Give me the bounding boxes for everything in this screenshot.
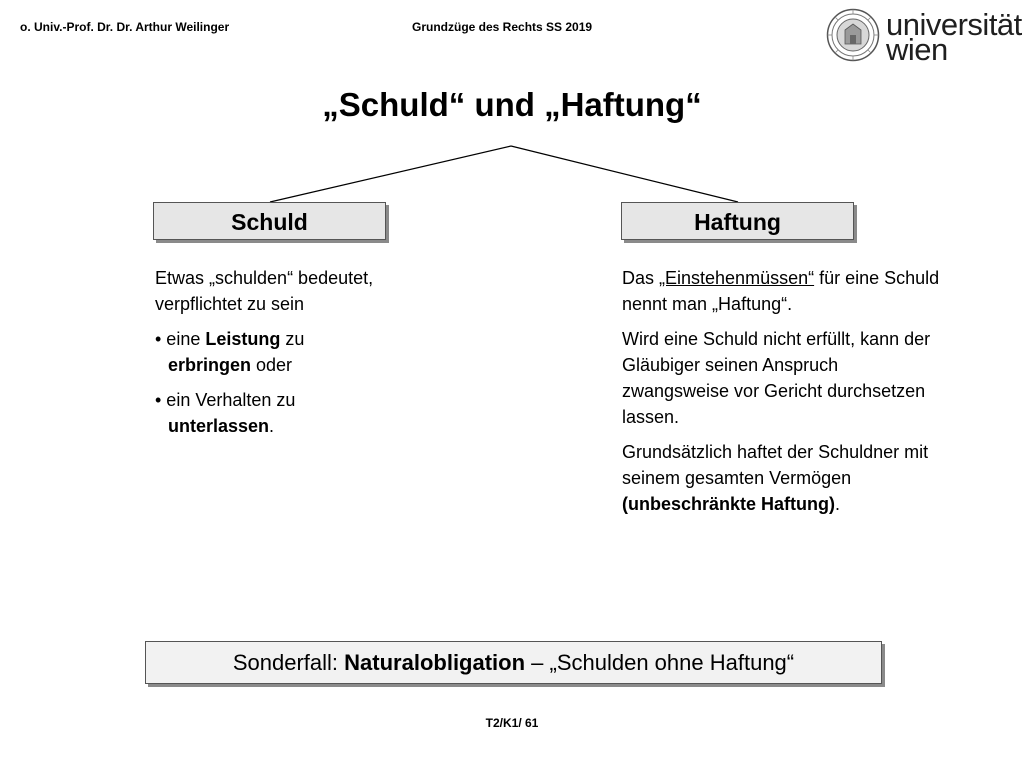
bullet1-prefix: • eine	[155, 329, 206, 349]
special-prefix: Sonderfall:	[232, 650, 345, 675]
bullet1-suffix: oder	[251, 355, 293, 375]
special-bold: Naturalobligation	[344, 650, 526, 675]
page-number-footer: T2/K1/ 61	[485, 716, 539, 730]
bullet2-bold-unterlassen: unterlassen	[168, 416, 270, 436]
logo-word-wien: wien	[886, 32, 948, 67]
haftung-paragraph-3	[622, 439, 942, 517]
connector-line-left	[270, 146, 511, 202]
schuld-intro: Etwas „schulden“ bedeutet, verpflichtet zu sein	[155, 268, 374, 314]
bullet2-prefix: • ein Verhalten zu	[155, 390, 296, 410]
haftung-description	[622, 265, 942, 517]
bullet2-suffix: .	[269, 416, 275, 436]
haftung-paragraph-2: Wird eine Schuld nicht erfüllt, kann der Gläubiger seinen Anspruch zwangsweise vor Gericht durchsetzen lassen.	[622, 329, 931, 427]
university-logo	[826, 7, 1022, 67]
connector-line-right	[511, 146, 738, 202]
page-title: „Schuld“ und „Haftung“	[322, 86, 702, 123]
naturalobligation-box	[145, 641, 882, 684]
special-suffix: – „Schulden ohne Haftung“	[525, 650, 795, 675]
haftung-label-box: Haftung	[621, 202, 854, 240]
haftung-p3-prefix: Grundsätzlich haftet der Schuldner mit seinem gesamten Vermögen	[622, 442, 929, 488]
logo-word-universitaet: universität	[886, 7, 1022, 42]
schuld-label-box: Schuld	[153, 202, 386, 240]
haftung-p1-suffix: für eine Schuld nennt man „Haftung“.	[622, 268, 940, 314]
bullet1-bold-leistung: Leistung	[205, 329, 281, 349]
haftung-paragraph-1	[622, 265, 942, 317]
bullet1-middle: zu	[280, 329, 305, 349]
bullet1-bold-erbringen: erbringen	[168, 355, 252, 375]
schuld-bullet-leistung	[155, 326, 415, 378]
haftung-p1-prefix: Das	[622, 268, 660, 288]
header-author: o. Univ.-Prof. Dr. Dr. Arthur Weilinger	[20, 20, 230, 34]
haftung-p3-bold: (unbeschränkte Haftung)	[622, 494, 836, 514]
header-course: Grundzüge des Rechts SS 2019	[412, 20, 593, 34]
haftung-p1-underlined: „Einstehenmüssen“	[659, 268, 815, 288]
schuld-bullet-verhalten	[155, 387, 415, 439]
haftung-p3-suffix: .	[835, 494, 841, 514]
university-seal-icon	[826, 8, 880, 62]
schuld-description	[155, 265, 415, 439]
